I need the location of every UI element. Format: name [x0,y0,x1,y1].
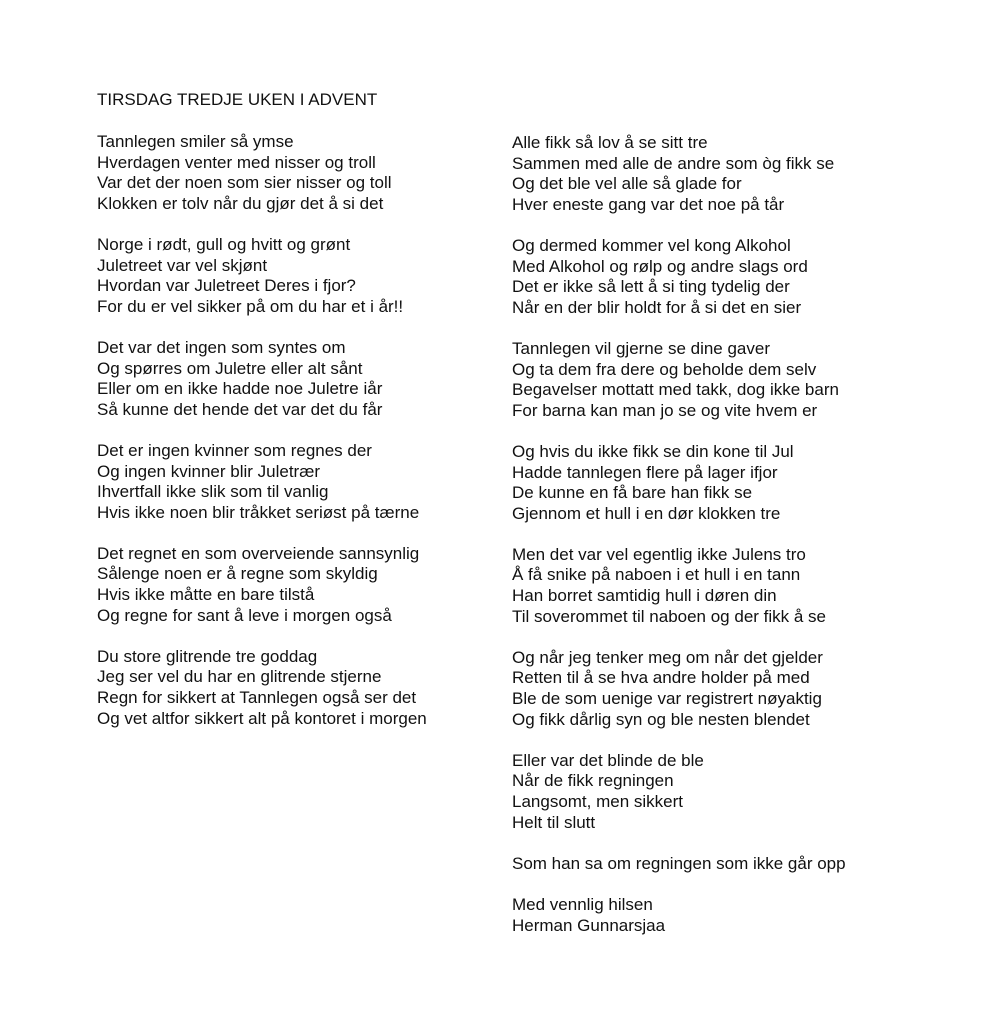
poem-line: Hverdagen venter med nisser og troll [97,152,376,172]
poem-line: Og fikk dårlig syn og ble nesten blendet [512,709,810,729]
stanza [512,854,972,875]
poem-line: Juletreet var vel skjønt [97,255,268,275]
poem-line: Eller var det blinde de ble [512,750,704,770]
poem-line: Ble de som uenige var registrert nøyaktig [512,689,822,709]
poem-line: Jeg ser vel du har en glitrende stjerne [97,667,382,687]
poem-line: Og regne for sant å leve i morgen også [97,605,392,625]
poem-line: Klokken er tolv når du gjør det å si det [97,193,384,213]
poem-line: Når de fikk regningen [512,771,674,791]
poem-line: Med Alkohol og rølp og andre slags ord [512,256,808,276]
poem-line: Å få snike på naboen i et hull i en tann [512,565,801,585]
poem-line: Du store glitrende tre goddag [97,646,318,666]
poem-line: Norge i rødt, gull og hvitt og grønt [97,234,351,254]
poem-line: Det regnet en som overveiende sannsynlig [97,543,420,563]
poem-line: Og dermed kommer vel kong Alkohol [512,235,791,255]
poem-line: Det er ingen kvinner som regnes der [97,440,372,460]
poem-line: Og når jeg tenker meg om når det gjelder [512,647,823,667]
poem-line: Gjennom et hull i en dør klokken tre [512,503,781,523]
poem-line: Og ta dem fra dere og beholde dem selv [512,359,817,379]
poem-line: Og ingen kvinner blir Juletrær [97,461,320,481]
poem-line: Sålenge noen er å regne som skyldig [97,564,378,584]
stanza [512,133,972,215]
poem-line: Og spørres om Juletre eller alt sånt [97,358,363,378]
stanza [97,544,497,626]
poem-line: Ihvertfall ikke slik som til vanlig [97,482,329,502]
poem-line: Og hvis du ikke fikk se din kone til Jul [512,441,794,461]
poem-line: Som han sa om regningen som ikke går opp [512,853,846,873]
poem-line: For barna kan man jo se og vite hvem er [512,400,818,420]
poem-line: Sammen med alle de andre som òg fikk se [512,153,835,173]
poem-line: Regn for sikkert at Tannlegen også ser det [97,688,417,708]
poem-line: Alle fikk så lov å se sitt tre [512,133,708,152]
stanza [97,132,497,214]
poem-line: Helt til slutt [512,812,596,832]
poem-line: Hadde tannlegen flere på lager ifjor [512,462,778,482]
stanza [512,236,972,318]
poem-line: Men det var vel egentlig ikke Julens tro [512,544,806,564]
stanza [512,895,972,936]
poem-line: De kunne en få bare han fikk se [512,483,753,503]
poem-line: Eller om en ikke hadde noe Juletre iår [97,379,383,399]
poem-line: Når en der blir holdt for å si det en sier [512,297,802,317]
poem-line: Hver eneste gang var det noe på tår [512,194,785,214]
poem-line: Begavelser mottatt med takk, dog ikke barn [512,380,839,400]
poem-line: Det var det ingen som syntes om [97,337,346,357]
stanza [512,442,972,524]
poem-line: Hvordan var Juletreet Deres i fjor? [97,276,356,296]
poem-line: Så kunne det hende det var det du får [97,399,383,419]
stanza [97,235,497,317]
stanza [512,545,972,627]
poem-line: Med vennlig hilsen [512,894,653,914]
poem-line: Herman Gunnarsjaa [512,915,666,935]
right-column [512,133,972,957]
poem-line: Tannlegen smiler så ymse [97,132,294,151]
poem-line: Hvis ikke noen blir tråkket seriøst på tærne [97,502,420,522]
poem-line: Til soverommet til naboen og der fikk å se [512,606,827,626]
stanza [512,648,972,730]
left-column [97,132,497,750]
poem-line: Retten til å se hva andre holder på med [512,668,810,688]
poem-title: TIRSDAG TREDJE UKEN I ADVENT [97,90,378,109]
stanza [97,338,497,420]
poem-line: Og vet altfor sikkert alt på kontoret i morgen [97,708,427,728]
poem-line: Langsomt, men sikkert [512,792,684,811]
poem-line: Tannlegen vil gjerne se dine gaver [512,338,771,358]
poem-line: Det er ikke så lett å si ting tydelig der [512,277,790,297]
poem-line: For du er vel sikker på om du har et i år!! [97,296,404,316]
stanza [512,751,972,833]
poem-line: Han borret samtidig hull i døren din [512,586,777,606]
stanza [97,441,497,523]
poem-line: Hvis ikke måtte en bare tilstå [97,585,315,605]
poem-line: Var det der noen som sier nisser og toll [97,173,392,193]
stanza [512,339,972,421]
poem-line: Og det ble vel alle så glade for [512,174,742,194]
stanza [97,647,497,729]
